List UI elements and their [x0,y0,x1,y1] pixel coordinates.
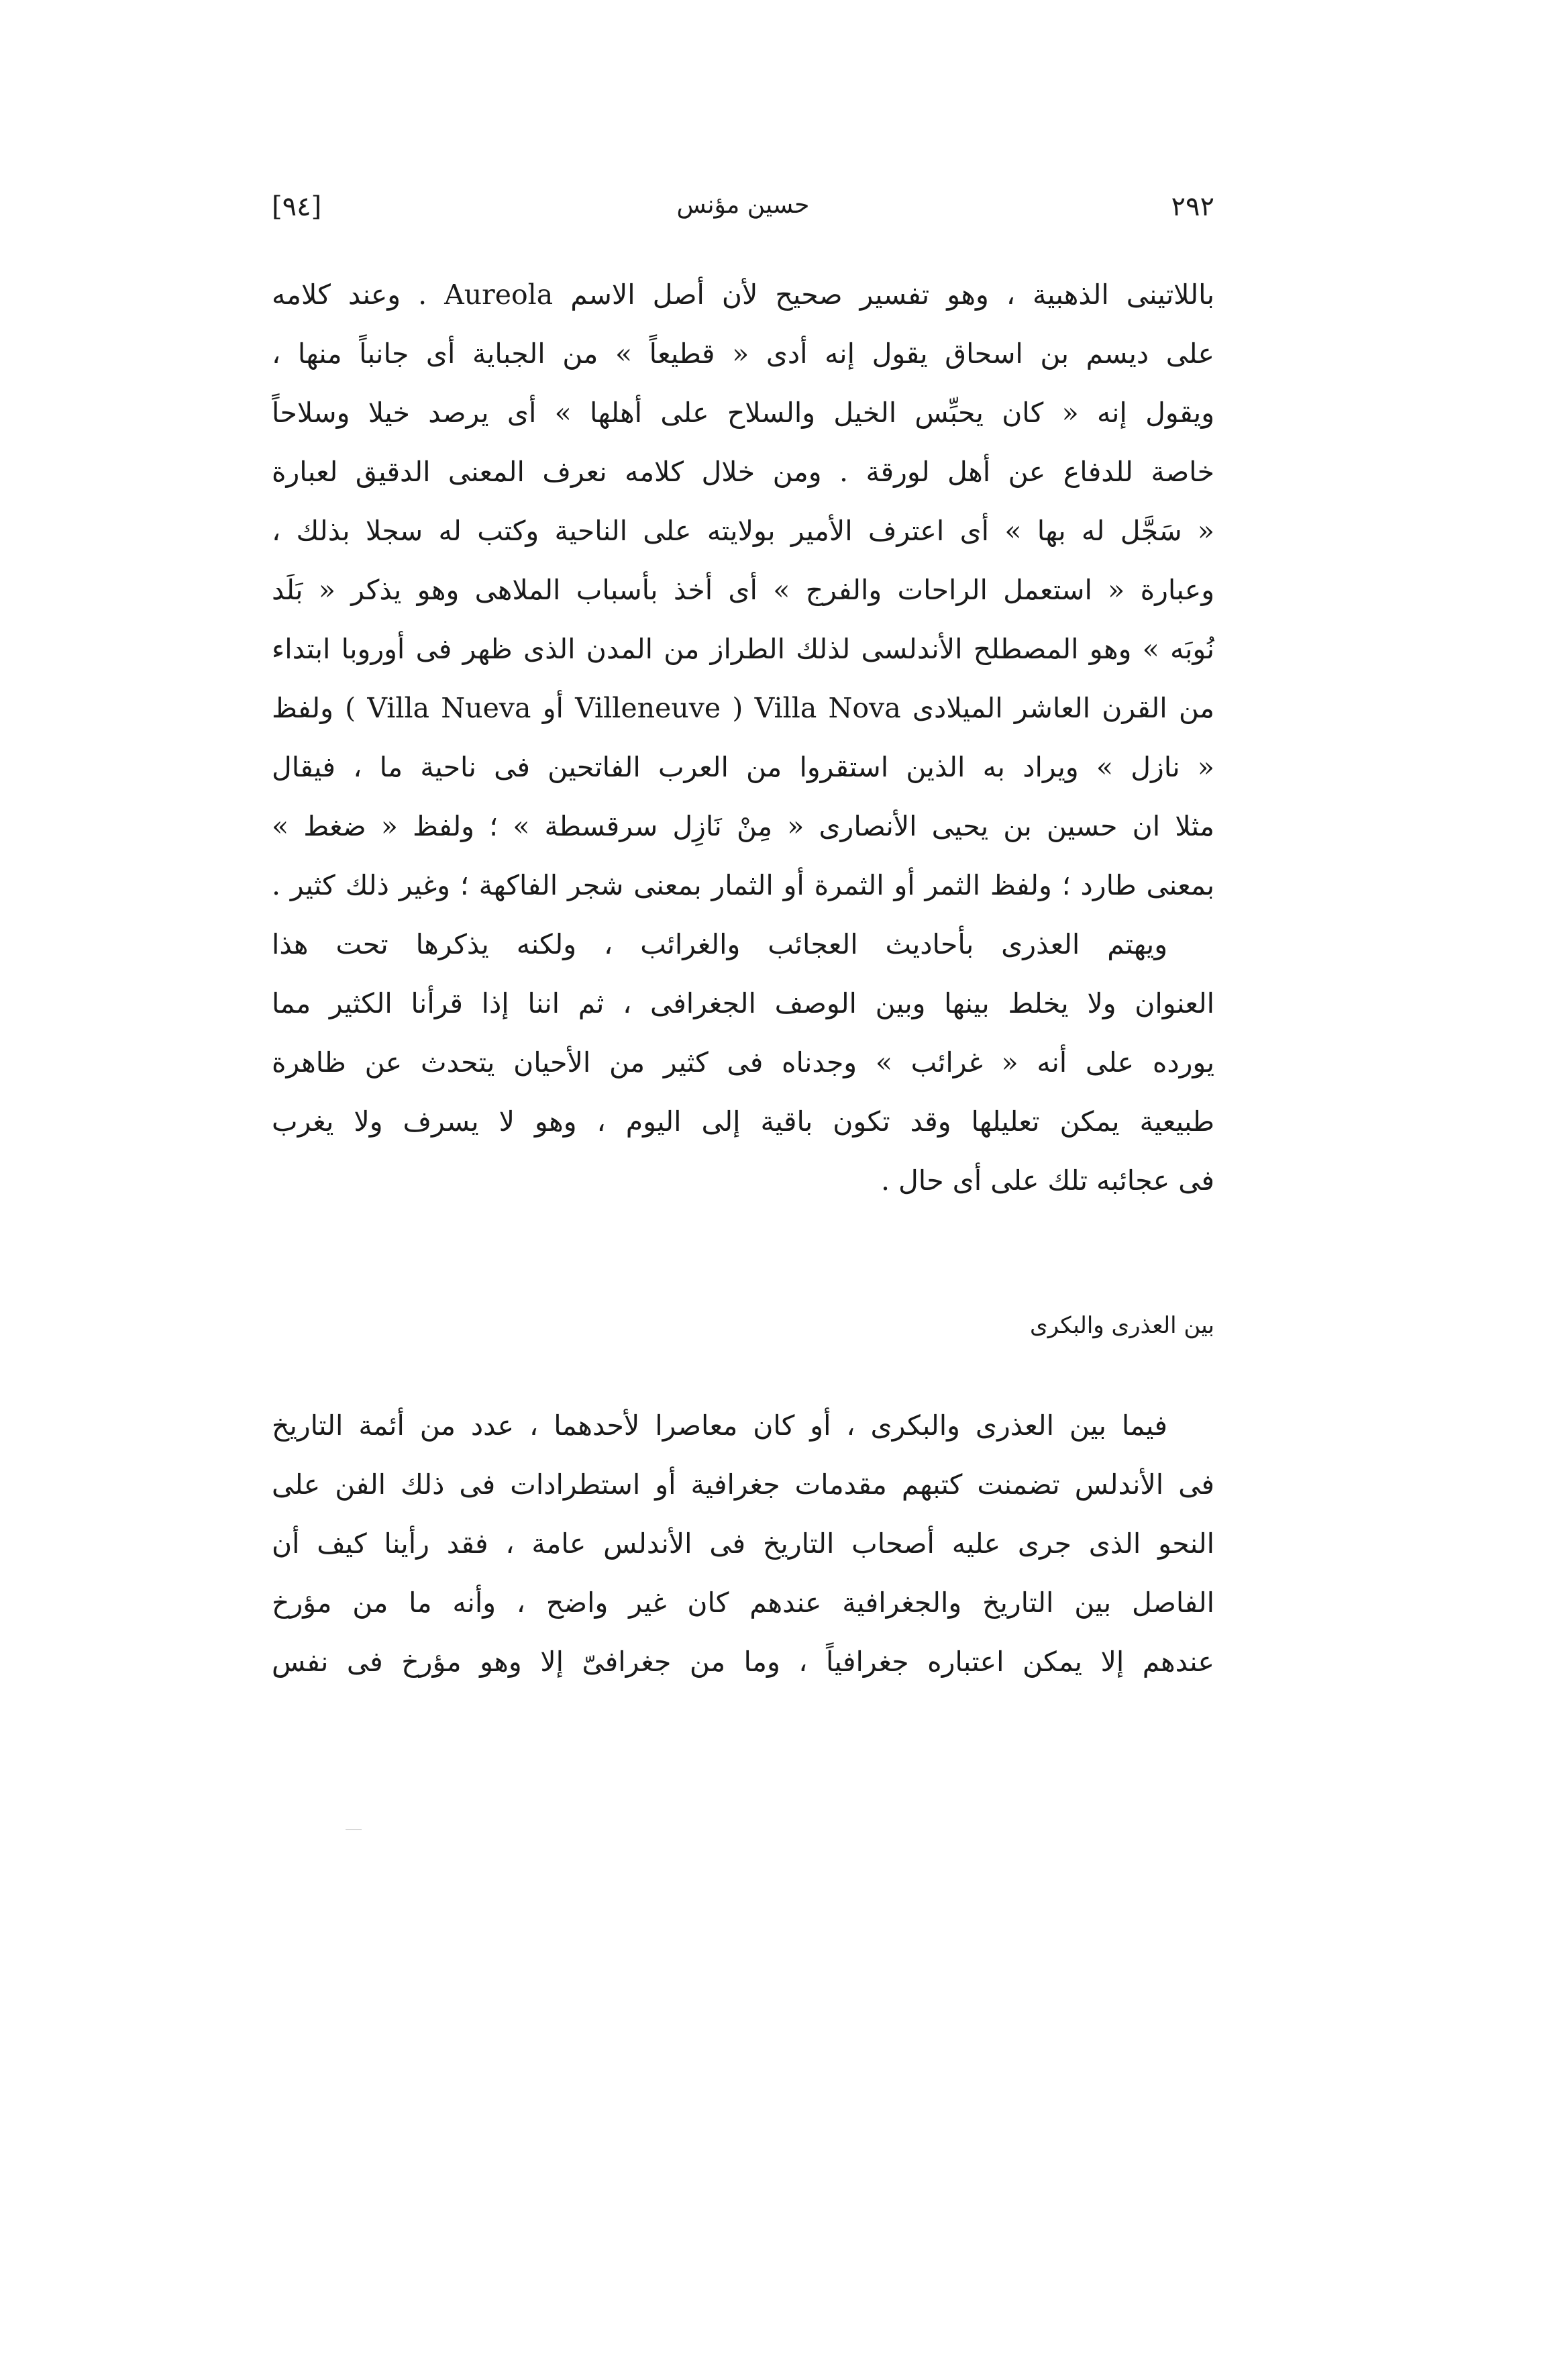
text-line: فيما بين العذرى والبكرى ، أو كان معاصرا لأحدهما ، عدد من أئمة التاريخ [272,1409,1168,1442]
text-line: باللاتينى الذهبية ، وهو تفسير صحيح لأن أصل الاسم Aureola . وعند كلامه [272,279,1214,311]
bracket-page-number: [٩٤] [272,191,322,222]
text-line: مثلا ان حسين بن يحيى الأنصارى « مِنْ نَازِل سرقسطة » ؛ ولفظ « ضغط » [272,810,1214,842]
text-line: العنوان ولا يخلط بينها وبين الوصف الجغرافى ، ثم اننا إذا قرأنا الكثير مما [272,987,1214,1019]
page-header [272,191,1214,245]
text-line: ويهتم العذرى بأحاديث العجائب والغرائب ، ولكنه يذكرها تحت هذا [272,928,1167,960]
text-line: الفاصل بين التاريخ والجغرافية عندهم كان غير واضح ، وأنه ما من مؤرخ [272,1587,1214,1619]
text-line: ويقول إنه « كان يحبِّس الخيل والسلاح على أهلها » أى يرصد خيلا وسلاحاً [272,397,1214,429]
text-line: وعبارة « استعمل الراحات والفرج » أى أخذ بأسباب الملاهى وهو يذكر « بَلَد [272,574,1214,606]
text-line: من القرن العاشر الميلادى Villa Nova ( Villeneuve أو Villa Nueva ) ولفظ [272,692,1214,724]
scan-mark [346,1829,362,1830]
text-line: خاصة للدفاع عن أهل لورقة . ومن خلال كلامه نعرف المعنى الدقيق لعبارة [272,456,1214,488]
text-line: النحو الذى جرى عليه أصحاب التاريخ فى الأندلس عامة ، فقد رأينا كيف أن [272,1527,1214,1560]
text-line: بمعنى طارد ؛ ولفظ الثمر أو الثمرة أو الثمار بمعنى شجر الفاكهة ؛ وغير ذلك كثير . [272,869,1214,901]
body-text-section-1 [272,265,1214,1210]
text-line: على ديسم بن اسحاق يقول إنه أدى « قطيعاً » من الجباية أى جانباً منها ، [272,338,1214,370]
text-line: « نازل » ويراد به الذين استقروا من العرب الفاتحين فى ناحية ما ، فيقال [272,751,1214,783]
text-line: فى عجائبه تلك على أى حال . [880,1164,1214,1197]
body-text-section-2 [272,1396,1214,1691]
page-number: ٢٩٢ [1171,191,1214,222]
text-line: فى الأندلس تضمنت كتبهم مقدمات جغرافية أو استطرادات فى ذلك الفن على [272,1468,1214,1501]
text-line: « سَجَّل له بها » أى اعترف الأمير بولايته على الناحية وكتب له سجلا بذلك ، [272,515,1214,547]
running-head-author: حسين مؤنس [676,191,810,219]
text-line: عندهم إلا يمكن اعتباره جغرافياً ، وما من جغرافىّ إلا وهو مؤرخ فى نفس [272,1646,1214,1678]
text-line: طبيعية يمكن تعليلها وقد تكون باقية إلى اليوم ، وهو لا يسرف ولا يغرب [272,1105,1214,1138]
text-line: يورده على أنه « غرائب » وجدناه فى كثير من الأحيان يتحدث عن ظاهرة [272,1046,1214,1079]
text-line: نُوبَه » وهو المصطلح الأندلسى لذلك الطراز من المدن الذى ظهر فى أوروبا ابتداء [272,633,1214,665]
section-heading: بين العذرى والبكرى [1030,1312,1214,1339]
